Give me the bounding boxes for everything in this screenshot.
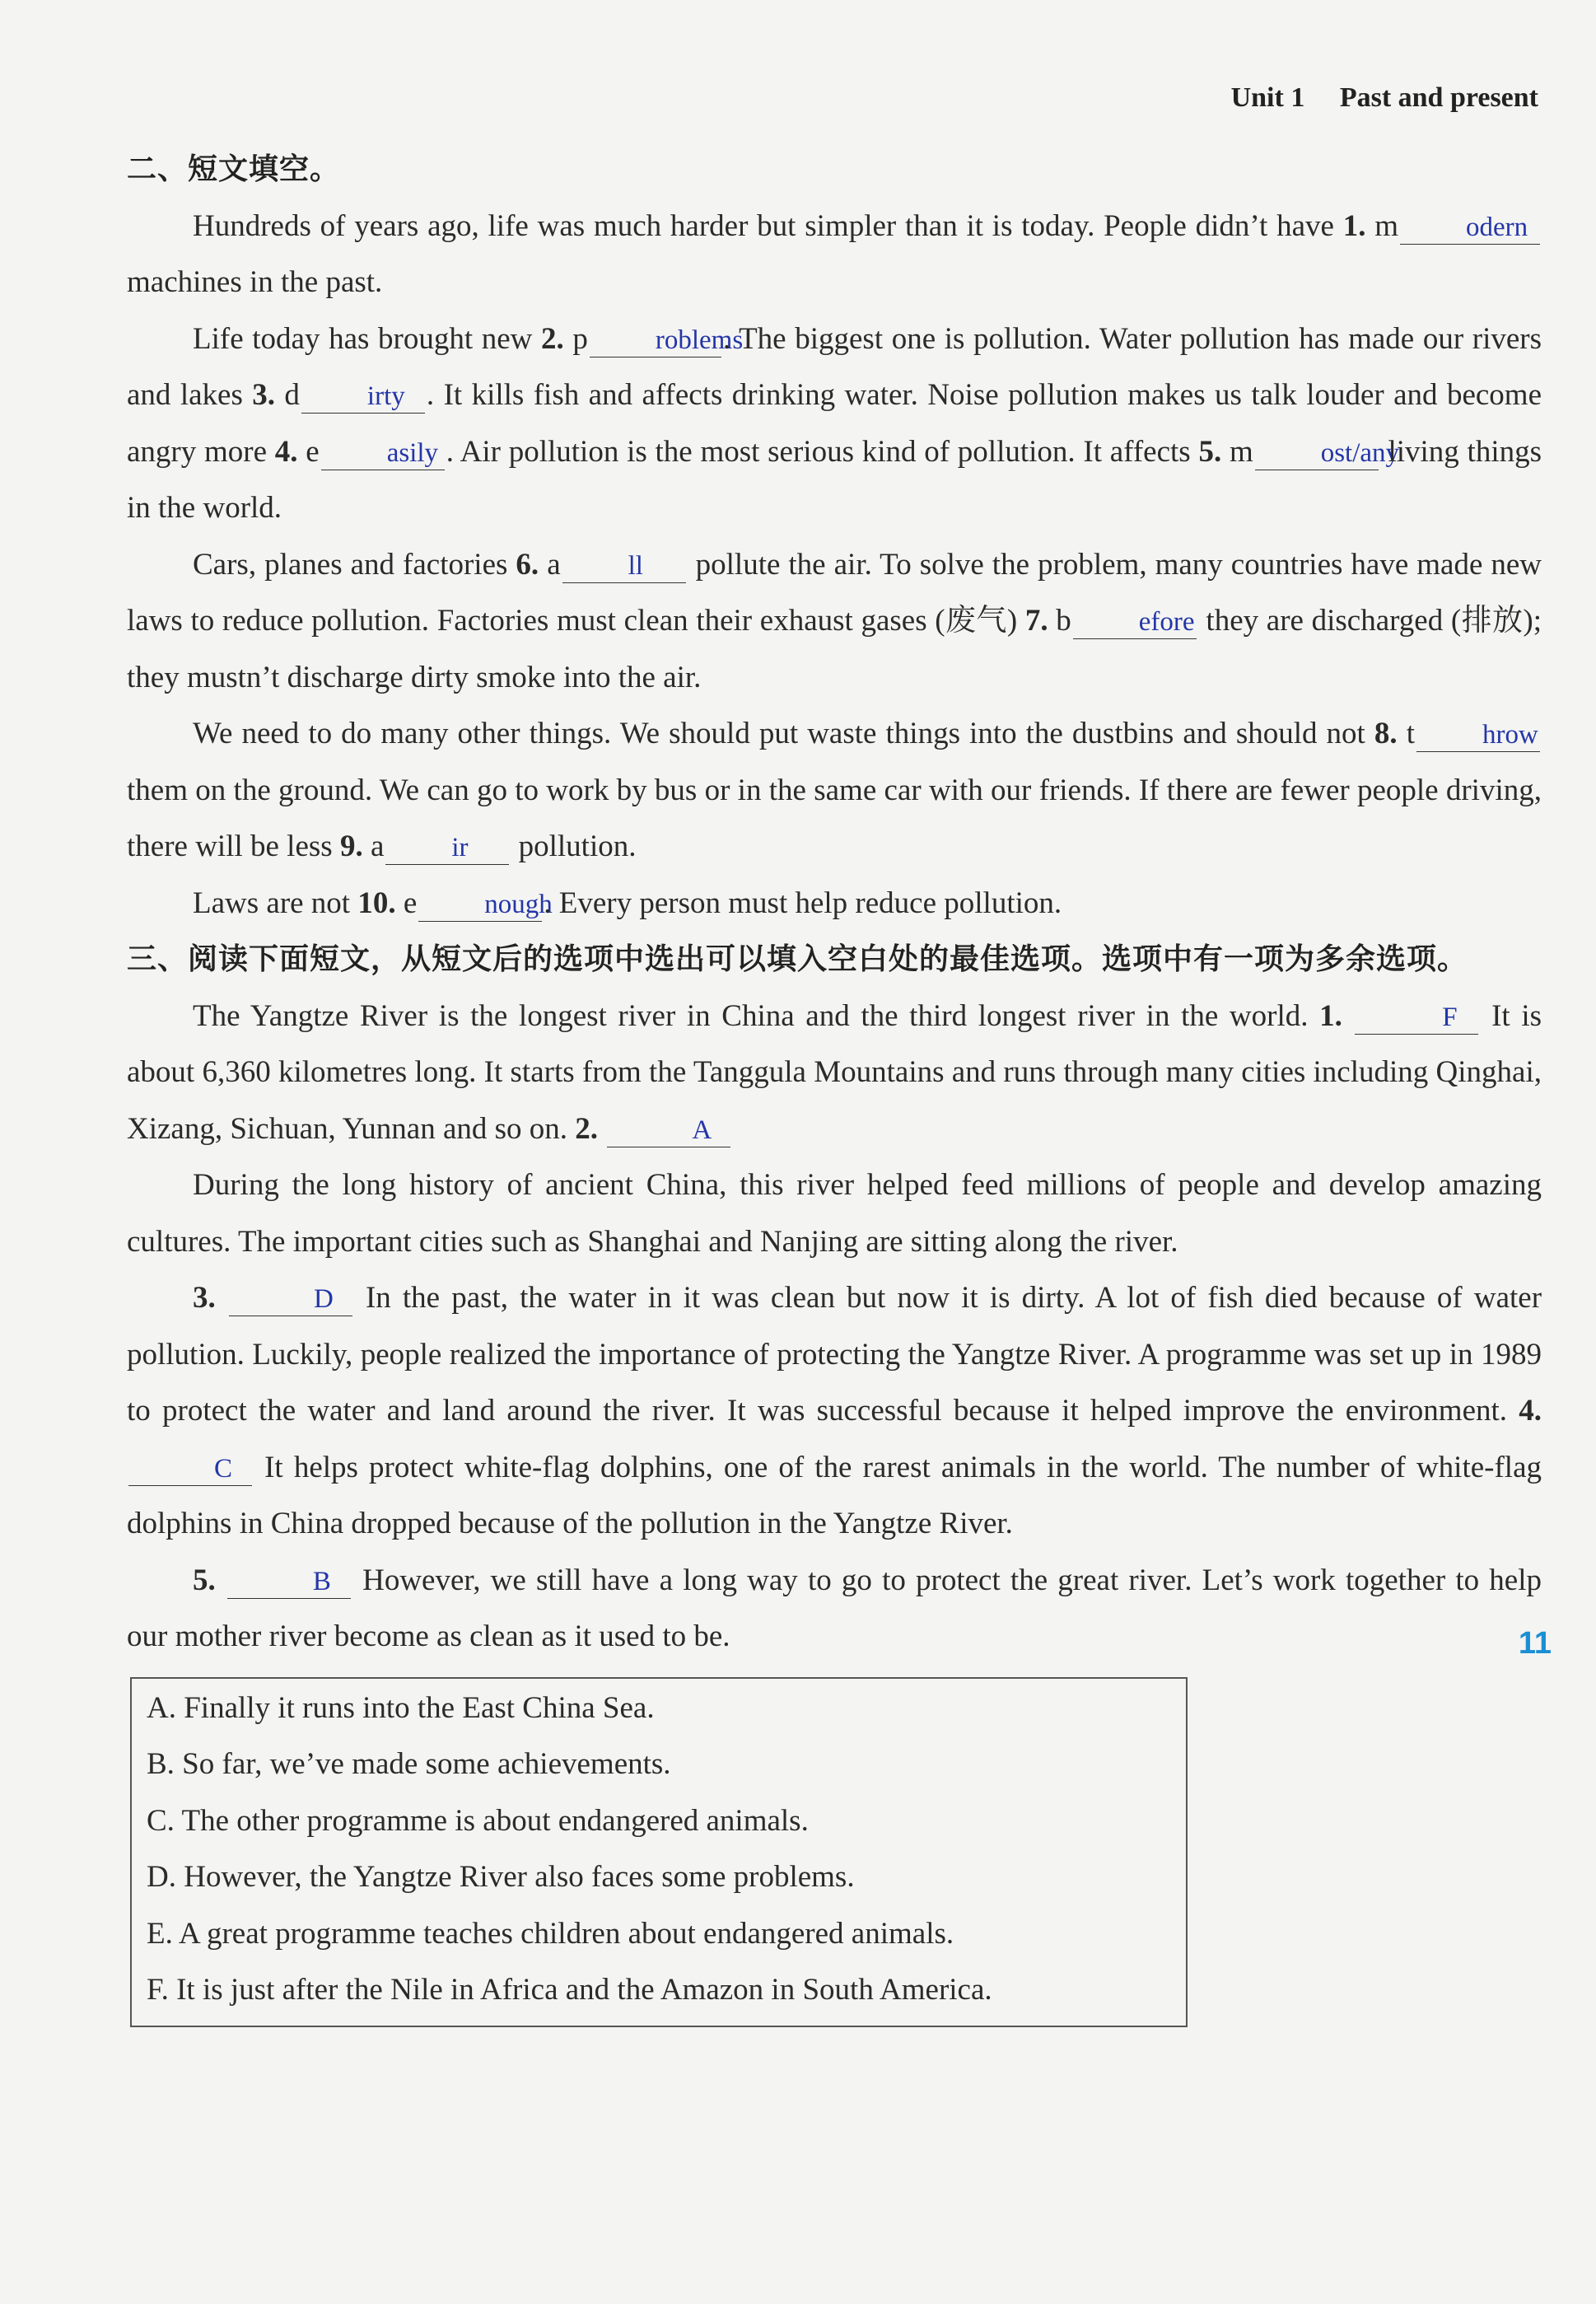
answer-text: ost/any [1320,437,1400,468]
answer-blank-2[interactable] [590,323,744,358]
answer-text: odern [1466,212,1528,242]
unit-title: Past and present [1339,82,1538,113]
answer-text: irty [366,381,405,411]
s3-paragraph-4 [127,1553,1542,1666]
s2-text: Life today has brought new [193,321,533,356]
s3-text: However, we still have a long way to go to protect the great river. Let’s work together to help our mother river become as clean as it used to be. [127,1563,1542,1653]
first-letter: m [1229,434,1253,469]
answer-blank-1[interactable] [1400,210,1540,245]
blank-number: 9. [339,830,363,863]
answer-text: nough [484,889,553,919]
blank-number: 5. [193,1563,216,1597]
s2-text: they are discharged (排放); they mustn’t discharge dirty smoke into the air. [127,604,1542,694]
first-letter: t [1406,717,1415,750]
s2-text: Cars, planes and factories [193,547,508,582]
answer-text: ll [628,550,643,581]
answer-blank-s3-5[interactable] [227,1564,351,1599]
first-letter: p [572,321,588,356]
s3-text: In the past, the water in it was clean but now it is dirty. A lot of fish died because of water pollution. Luckily, people realized the importance of protecting the Yangtze River. A programme was set up in 1989 to protect the water and land around the river. It was successful because it helped improve the environment. [127,1281,1542,1428]
s2-paragraph-1 [127,199,1542,311]
option-c: C. The other programme is about endangered animals. [147,1803,809,1838]
s2-text: . Every person must help reduce pollution. [544,886,1062,920]
s2-text: Hundreds of years ago, life was much harder but simpler than it is today. People didn’t have [193,208,1334,243]
blank-number: 8. [1374,717,1398,750]
blank-number: 6. [516,547,539,582]
option-b: B. So far, we’ve made some achievements. [147,1747,671,1781]
blank-number: 7. [1024,604,1048,638]
s3-text: During the long history of ancient China, this river helped feed millions of people and develop amazing cultures. The important cities such as Shanghai and Nanjing are sitting along the river. [127,1168,1542,1259]
s2-text: . Air pollution is the most serious kind of pollution. It affects [446,434,1191,469]
answer-text: asily [386,437,439,468]
answer-blank-4[interactable] [321,436,445,470]
page-header [1231,82,1538,114]
options-box [130,1677,1188,2027]
answer-text: ir [451,833,469,862]
s2-text: Laws are not [193,886,351,920]
answer-blank-s3-2[interactable] [607,1113,730,1147]
answer-text: roblems [655,325,744,355]
first-letter: e [403,886,418,920]
answer-text: efore [1138,607,1195,637]
s2-text: We need to do many other things. We should put waste things into the dustbins and should not [193,717,1365,750]
blank-number: 4. [274,434,298,469]
s2-text: . The biggest one is pollution. Water pollution has made our rivers and lakes [127,321,1542,412]
option-a: A. Finally it runs into the East China Sea. [147,1690,655,1725]
s2-paragraph-2 [127,311,1542,537]
answer-text: B [312,1566,331,1596]
s3-text: The Yangtze River is the longest river in China and the third longest river in the world. [193,998,1309,1033]
blank-number: 3. [193,1281,216,1315]
s2-paragraph-5 [127,876,1542,932]
s2-paragraph-4 [127,706,1542,876]
s3-paragraph-3 [127,1270,1542,1553]
blank-number: 1. [1319,998,1342,1033]
first-letter: d [284,378,300,412]
s2-paragraph-3 [127,537,1542,707]
option-f: F. It is just after the Nile in Africa and the Amazon in South America. [147,1973,992,2007]
answer-blank-6[interactable] [562,549,686,583]
unit-label: Unit 1 [1230,82,1305,113]
answer-blank-3[interactable] [301,379,425,414]
blank-number: 2. [575,1111,599,1146]
first-letter: a [547,547,561,582]
blank-number: 2. [541,321,564,356]
section-2-title: 二、短文填空。 [127,152,341,186]
answer-blank-10[interactable] [418,887,553,922]
blank-number: 5. [1198,434,1222,469]
page-content [127,142,1542,2027]
first-letter: m [1374,208,1399,243]
s3-paragraph-1 [127,988,1542,1158]
s2-text: pollute the air. To solve the problem, many countries have made new laws to reduce pollution. Factories must clean their exhaust gases (废气) [127,547,1542,638]
s2-text: them on the ground. We can go to work by bus or in the same car with our friends. If there are fewer people driving, there will be less [127,773,1542,863]
page-number: 11 [1518,1626,1552,1661]
s2-text: machines in the past. [127,265,383,299]
answer-blank-s3-3[interactable] [229,1282,352,1316]
answer-text: hrow [1482,720,1538,750]
answer-blank-9[interactable] [385,830,509,865]
first-letter: e [306,434,320,469]
answer-blank-8[interactable] [1416,717,1540,752]
option-d: D. However, the Yangtze River also faces some problems. [147,1860,855,1894]
blank-number: 3. [252,378,276,412]
answer-text: A [692,1115,712,1145]
answer-blank-s3-1[interactable] [1355,1000,1478,1035]
s2-text: pollution. [518,830,637,863]
s2-text: living things in the world. [127,434,1542,525]
s3-paragraph-2 [127,1157,1542,1270]
s3-text: It is about 6,360 kilometres long. It starts from the Tanggula Mountains and runs through many cities including Qinghai, Xizang, Sichuan, Yunnan and so on. [127,998,1542,1146]
option-e: E. A great programme teaches children about endangered animals. [147,1916,954,1951]
first-letter: b [1056,604,1071,638]
answer-blank-s3-4[interactable] [128,1451,252,1486]
section-3-title: 三、阅读下面短文，从短文后的选项中选出可以填入空白处的最佳选项。选项中有一项为多余选项。 [127,942,1468,976]
blank-number: 4. [1519,1394,1542,1428]
s3-text: It helps protect white-flag dolphins, one of the rarest animals in the world. The number of white-flag dolphins in China dropped because of the pollution in the Yangtze River. [127,1450,1542,1540]
s2-text: . It kills fish and affects drinking water. Noise pollution makes us talk louder and become angry more [127,378,1542,469]
answer-text: D [313,1284,334,1314]
answer-text: F [1442,1002,1458,1032]
answer-blank-5[interactable] [1255,436,1400,470]
answer-blank-7[interactable] [1073,605,1197,639]
blank-number: 1. [1342,208,1366,243]
blank-number: 10. [357,886,396,920]
first-letter: a [370,830,385,863]
answer-text: C [213,1453,232,1484]
